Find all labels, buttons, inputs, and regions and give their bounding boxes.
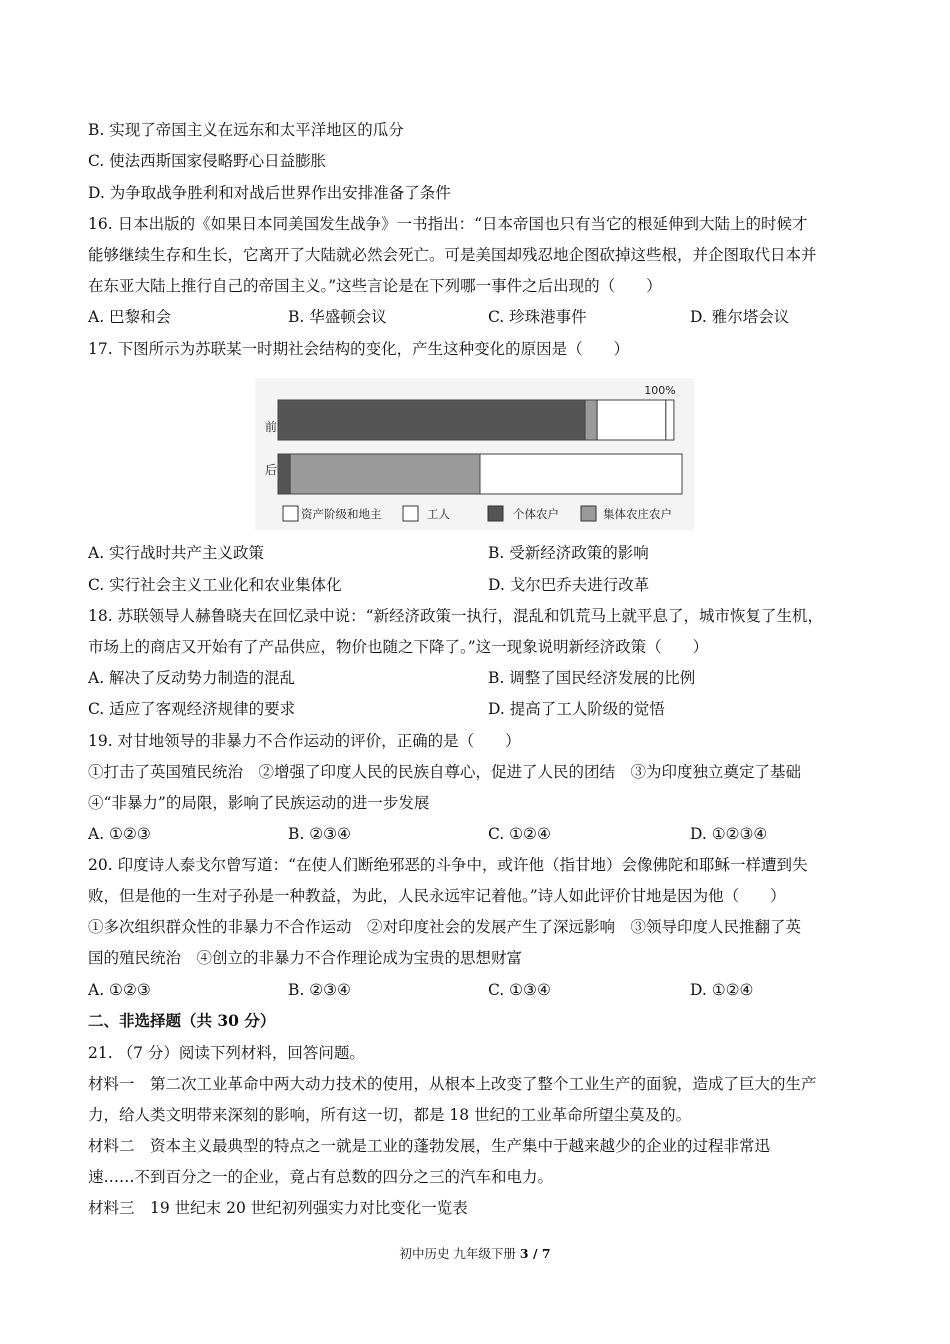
- q20-items-line-1: ①多次组织群众性的非暴力不合作运动 ②对印度社会的发展产生了深远影响 ③领导印度人民推翻了英: [88, 918, 802, 936]
- bar-after-collective-farmers: [290, 454, 480, 494]
- bar-after-individual-farmers: [278, 454, 290, 494]
- q19-items-line-1: ①打击了英国殖民统治 ②增强了印度人民的民族自尊心，促进了人民的团结 ③为印度独立奠定了基础: [88, 763, 802, 781]
- q18-option-c: C. 适应了客观经济规律的要求: [88, 700, 296, 718]
- bar-before-collective-farmers: [585, 400, 597, 440]
- q19-stem: 19. 对甘地领导的非暴力不合作运动的评价，正确的是（ ）: [88, 732, 521, 750]
- q20-stem-line-2: 败，但是他的一生对子孙是一种教益，为此，人民永远牢记着他。”诗人如此评价甘地是因为他（ ）: [88, 887, 786, 905]
- legend-swatch-bourgeoisie: [283, 506, 298, 521]
- legend-swatch-individual-farmers: [488, 506, 503, 521]
- q19-option-b: B. ②③④: [288, 825, 351, 843]
- q20-option-a: A. ①②③: [88, 981, 151, 999]
- q16-option-b: B. 华盛顿会议: [288, 308, 387, 326]
- q16-stem-line-3: 在东亚大陆上推行自己的帝国主义。”这些言论是在下列哪一事件之后出现的（ ）: [88, 277, 662, 295]
- q15-option-b: B. 实现了帝国主义在远东和太平洋地区的瓜分: [88, 121, 404, 139]
- q17-option-a: A. 实行战时共产主义政策: [88, 544, 265, 562]
- q16-option-a: A. 巴黎和会: [88, 308, 172, 326]
- social-structure-chart: [255, 378, 695, 530]
- q17-stem: 17. 下图所示为苏联某一时期社会结构的变化，产生这种变化的原因是（ ）: [88, 340, 630, 358]
- q20-items-line-2: 国的殖民统治 ④创立的非暴力不合作理论成为宝贵的思想财富: [88, 949, 523, 967]
- bar-before-workers: [597, 400, 666, 440]
- q16-option-c: C. 珍珠港事件: [488, 308, 587, 326]
- legend-label-individual-farmers: 个体农户: [513, 507, 559, 521]
- q18-stem-line-1: 18. 苏联领导人赫鲁晓夫在回忆录中说：“新经济政策一执行，混乱和饥荒马上就平息了，城市恢复了生机，: [88, 607, 824, 625]
- legend-swatch-workers: [403, 506, 418, 521]
- legend-label-workers: 工人: [427, 507, 450, 521]
- q17-option-c: C. 实行社会主义工业化和农业集体化: [88, 576, 342, 594]
- section-heading: 二、非选择题（共 30 分）: [88, 1011, 276, 1030]
- category-label-after: 后: [265, 463, 278, 477]
- q17-option-b: B. 受新经济政策的影响: [488, 544, 649, 562]
- q19-option-d: D. ①②③④: [690, 825, 768, 843]
- q15-option-c: C. 使法西斯国家侵略野心日益膨胀: [88, 152, 327, 170]
- q16-option-d: D. 雅尔塔会议: [690, 308, 790, 326]
- q19-option-a: A. ①②③: [88, 825, 151, 843]
- legend-label-bourgeoisie: 资产阶级和地主: [301, 507, 382, 521]
- bar-before-bourgeoisie: [666, 400, 674, 440]
- q20-option-d: D. ①②④: [690, 981, 754, 999]
- q21-material-1-line-1: 材料一 第二次工业革命中两大动力技术的使用，从根本上改变了整个工业生产的面貌，造成了巨大的生产: [88, 1075, 817, 1093]
- q16-stem-line-2: 能够继续生存和生长，它离开了大陆就必然会死亡。可是美国却残忍地企图砍掉这些根，并企图取代日本并: [88, 246, 817, 264]
- q18-option-b: B. 调整了国民经济发展的比例: [488, 669, 696, 687]
- q18-option-a: A. 解决了反动势力制造的混乱: [88, 669, 296, 687]
- footer-subject: 初中历史 九年级下册: [399, 1246, 520, 1261]
- q16-stem-line-1: 16. 日本出版的《如果日本同美国发生战争》一书指出：“日本帝国也只有当它的根延伸到大陆上的时候才: [88, 215, 808, 233]
- category-label-before: 前: [265, 420, 278, 434]
- q21-material-2-line-1: 材料二 资本主义最典型的特点之一就是工业的蓬勃发展，生产集中于越来越少的企业的过程非常迅: [88, 1137, 771, 1155]
- q20-option-c: C. ①③④: [488, 981, 551, 999]
- q18-stem-line-2: 市场上的商店又开始有了产品供应，物价也随之下降了。”这一现象说明新经济政策（ ）: [88, 638, 709, 656]
- q19-option-c: C. ①②④: [488, 825, 551, 843]
- q21-material-2-line-2: 速……不到百分之一的企业，竟占有总数的四分之三的汽车和电力。: [88, 1168, 554, 1186]
- bar-before-individual-farmers: [278, 400, 585, 440]
- legend-label-collective-farmers: 集体农庄农户: [603, 507, 672, 521]
- bar-after-workers: [480, 454, 682, 494]
- page-footer: [0, 1244, 950, 1262]
- q19-items-line-2: ④“非暴力”的局限，影响了民族运动的进一步发展: [88, 794, 430, 812]
- q21-stem: 21. （7 分）阅读下列材料，回答问题。: [88, 1044, 365, 1062]
- chart-top-label: 100%: [644, 384, 676, 397]
- q21-material-3: 材料三 19 世纪末 20 世纪初列强实力对比变化一览表: [88, 1199, 468, 1217]
- q21-material-1-line-2: 力，给人类文明带来深刻的影响，所有这一切，都是 18 世纪的工业革命所望尘莫及的。: [88, 1106, 692, 1124]
- legend-swatch-collective-farmers: [581, 506, 596, 521]
- q18-option-d: D. 提高了工人阶级的觉悟: [488, 700, 665, 718]
- q15-option-d: D. 为争取战争胜利和对战后世界作出安排准备了条件: [88, 184, 451, 202]
- q20-stem-line-1: 20. 印度诗人泰戈尔曾写道：“在使人们断绝邪恶的斗争中，或许他（指甘地）会像佛陀和耶稣一样遭到失: [88, 856, 808, 874]
- footer-page-number: 3 / 7: [519, 1246, 551, 1261]
- q20-option-b: B. ②③④: [288, 981, 351, 999]
- q17-option-d: D. 戈尔巴乔夫进行改革: [488, 576, 650, 594]
